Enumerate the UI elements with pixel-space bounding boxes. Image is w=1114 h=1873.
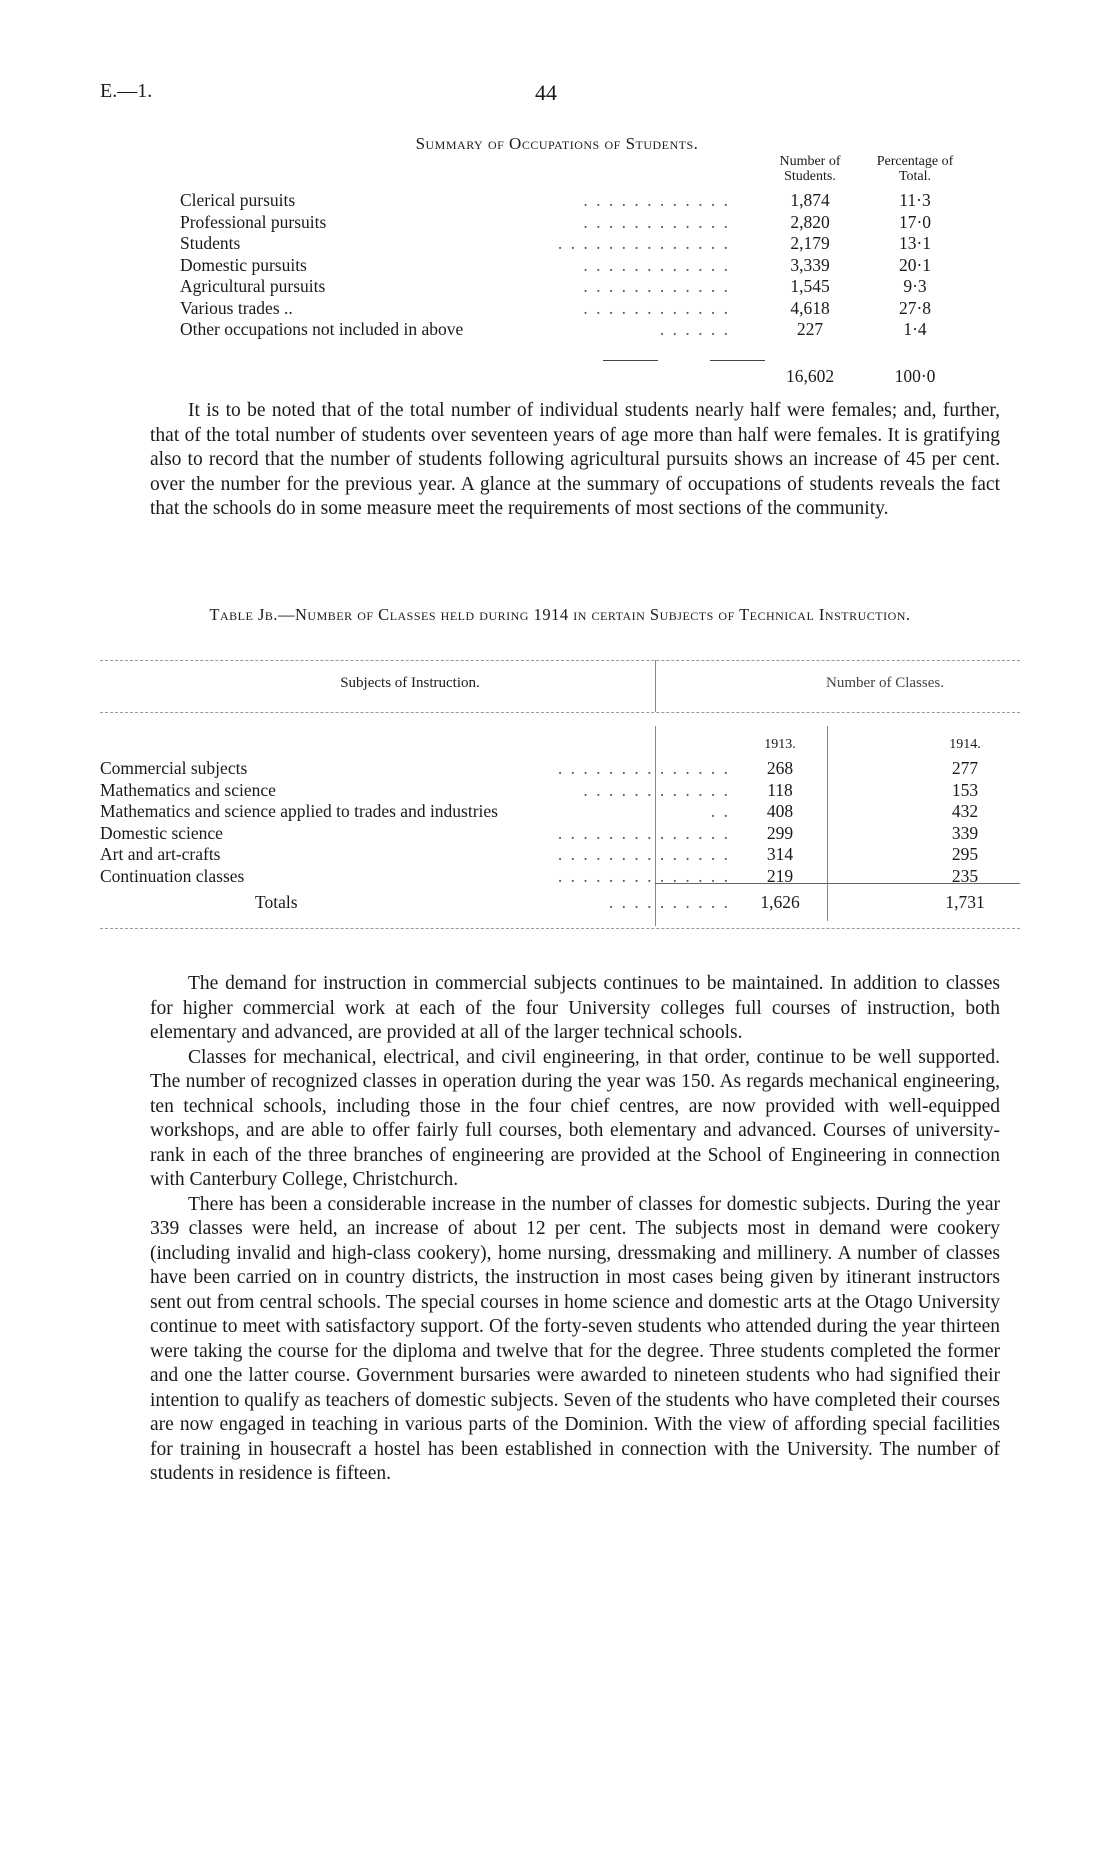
subject-row xyxy=(100,780,1020,802)
classes-1913: 314 xyxy=(766,844,794,864)
leader-dots: . . . . . . . . . . . . . . xyxy=(557,233,730,253)
header-number-of-students: Number of Students. xyxy=(779,154,841,184)
classes-1914: 153 xyxy=(951,779,979,800)
paragraph-text: It is to be noted that of the total number of individual students nearly half were females; and, further, that of the total number of students over seventeen years of age more than half were females. It is gratifying also to record that the number of students following agricultural pursuits shows an increase of 45 per cent. over the number for the previous year. A glance at the summary of occupations of students reveals the fact that the schools do in some measure meet the requirements of most sections of the community. xyxy=(150,400,1000,519)
subject-label: Art and art-crafts xyxy=(100,844,221,864)
occupation-percentage: 27·8 xyxy=(898,297,932,318)
table-top-rule xyxy=(100,660,1020,661)
occupation-number: 4,618 xyxy=(790,297,830,318)
leader-dots: . . . . . . . . . . . . xyxy=(583,190,730,210)
occupation-row xyxy=(180,190,960,212)
subject-label: Mathematics and science xyxy=(100,779,276,800)
occupations-table-body xyxy=(180,190,960,341)
occupations-table-title: Summary of Occupations of Students. xyxy=(415,134,699,153)
total-1913: 1,626 xyxy=(760,892,800,912)
occupation-label: Clerical pursuits xyxy=(180,190,296,210)
paragraph-females-note xyxy=(150,399,1000,522)
classes-1913: 408 xyxy=(766,801,794,821)
table-bottom-rule xyxy=(100,928,1020,929)
classes-1913: 219 xyxy=(766,865,794,886)
occupation-row xyxy=(180,276,960,298)
classes-1914: 432 xyxy=(951,801,979,821)
subject-row xyxy=(100,823,1020,845)
occupation-label: Students xyxy=(180,233,241,253)
classes-1913: 268 xyxy=(766,758,794,778)
total-rule-percentage xyxy=(710,360,765,361)
leader-dots: . . . . . . xyxy=(659,319,730,339)
paragraphs-technical xyxy=(150,972,1000,1487)
classes-table xyxy=(100,660,1020,960)
totals-row xyxy=(100,892,1020,914)
total-1914: 1,731 xyxy=(945,892,985,912)
occupation-row xyxy=(180,255,960,277)
classes-1914: 277 xyxy=(951,758,979,778)
total-rule-number xyxy=(603,360,658,361)
header-subjects: Subjects of Instruction. xyxy=(340,675,480,691)
occupation-number: 1,874 xyxy=(790,190,830,210)
header-year-1913: 1913. xyxy=(764,737,796,752)
leader-dots: . . . . . . . . . . . . . . xyxy=(557,758,730,778)
occupation-percentage: 20·1 xyxy=(898,254,932,275)
occupation-number: 2,820 xyxy=(790,211,830,232)
occupation-label: Domestic pursuits xyxy=(180,254,307,275)
occupations-table-header xyxy=(180,150,960,190)
occupation-number: 1,545 xyxy=(790,276,830,296)
header-number-of-classes: Number of Classes. xyxy=(826,675,944,691)
occupations-table xyxy=(180,150,960,341)
leader-dots: . . . . . . . . . . xyxy=(608,892,730,912)
occupation-label: Various trades .. xyxy=(180,297,293,318)
occupation-label: Other occupations not included in above xyxy=(180,319,464,339)
leader-dots: . . . . . . . . . . . . . . xyxy=(557,844,730,864)
leader-dots: . . . . . . . . . . . . . . xyxy=(557,865,730,886)
occupation-number: 2,179 xyxy=(790,233,830,253)
occupation-row xyxy=(180,319,960,341)
occupation-number: 227 xyxy=(796,319,824,339)
occupation-percentage: 17·0 xyxy=(898,211,932,232)
header-year-1914: 1914. xyxy=(949,737,981,752)
occupations-total-number: 16,602 xyxy=(785,366,835,386)
table-header-rule xyxy=(100,712,1020,713)
occupations-total-percentage: 100·0 xyxy=(894,366,936,386)
leader-dots: . . . . . . . . . . . . . . xyxy=(557,822,730,843)
totals-label: Totals xyxy=(255,892,298,912)
subject-row xyxy=(100,758,1020,780)
occupation-number: 3,339 xyxy=(790,254,830,275)
subject-row xyxy=(100,844,1020,866)
classes-1914: 235 xyxy=(951,865,979,886)
header-percentage-of-total: Percentage of Total. xyxy=(876,154,954,184)
classes-1913: 299 xyxy=(766,822,794,843)
leader-dots: . . . . . . . . . . . . xyxy=(583,211,730,232)
occupation-percentage: 13·1 xyxy=(898,233,932,253)
totals-rule xyxy=(655,883,1020,884)
occupation-label: Agricultural pursuits xyxy=(180,276,326,296)
document-code: E.—1. xyxy=(100,80,153,102)
leader-dots: . . . . . . . . . . . . xyxy=(583,779,730,800)
subject-row xyxy=(100,801,1020,823)
classes-table-title: Table Jb.—Number of Classes held during 1914 in certain Subjects of Technical Instruction. xyxy=(209,605,911,624)
subject-label: Mathematics and science applied to trades and industries xyxy=(100,801,498,821)
paragraph-commercial: The demand for instruction in commercial subjects continues to be maintained. In addition to classes for higher commercial work at each of the four University colleges full courses of instruction, both elementary and advanced, are provided at all of the larger technical schools. xyxy=(150,973,1000,1043)
occupation-row xyxy=(180,298,960,320)
paragraph-domestic: There has been a considerable increase in the number of classes for domestic subjects. During the year 339 classes were held, an increase of about 12 per cent. The subjects most in demand were cookery (including invalid and high-class cookery), home nursing, dressmaking and millinery. A number of classes have been carried on in country districts, the instruction in most cases being given by itinerant instructors sent out from central schools. The special courses in home science and domestic arts at the Otago University continue to meet with satisfactory support. Of the forty-seven students who attended during the year thirteen were taking the course for the diploma and twelve that for the degree. Three students completed the former and one the latter course. Government bursaries were awarded to nineteen students who had signified their intention to qualify as teachers of domestic subjects. Seven of the students who have completed their courses are now engaged in teaching in various parts of the Dominion. With the view of affording special facilities for training in housecraft a hostel has been established in connection with the University. The number of students in residence is fifteen. xyxy=(150,1193,1000,1484)
occupation-label: Professional pursuits xyxy=(180,211,327,232)
occupation-percentage: 11·3 xyxy=(899,190,931,210)
subject-label: Continuation classes xyxy=(100,865,245,886)
paragraph-engineering: Classes for mechanical, electrical, and civil engineering, in that order, continue to be well supported. The number of recognized classes in operation during the year was 150. As regards mechanical engineering, ten technical schools, including those in the four chief centres, are now provided with well-equipped workshops, and are able to offer fairly full courses, both elementary and advanced. Courses of university-rank in each of the three branches of engineering are provided at the School of Engineering in connection with Canterbury College, Christchurch. xyxy=(150,1046,1000,1190)
subject-label: Domestic science xyxy=(100,822,223,843)
header-divider xyxy=(655,660,656,712)
leader-dots: . . . . . . . . . . . . xyxy=(583,297,730,318)
classes-1914: 295 xyxy=(951,844,979,864)
occupation-row xyxy=(180,233,960,255)
leader-dots: . . xyxy=(710,801,730,821)
subject-label: Commercial subjects xyxy=(100,758,248,778)
leader-dots: . . . . . . . . . . . . xyxy=(583,276,730,296)
occupation-percentage: 9·3 xyxy=(903,276,927,296)
page-number: 44 xyxy=(535,80,557,105)
leader-dots: . . . . . . . . . . . . xyxy=(583,254,730,275)
classes-1913: 118 xyxy=(767,779,793,800)
occupation-row xyxy=(180,212,960,234)
classes-1914: 339 xyxy=(951,822,979,843)
occupation-percentage: 1·4 xyxy=(903,319,927,339)
